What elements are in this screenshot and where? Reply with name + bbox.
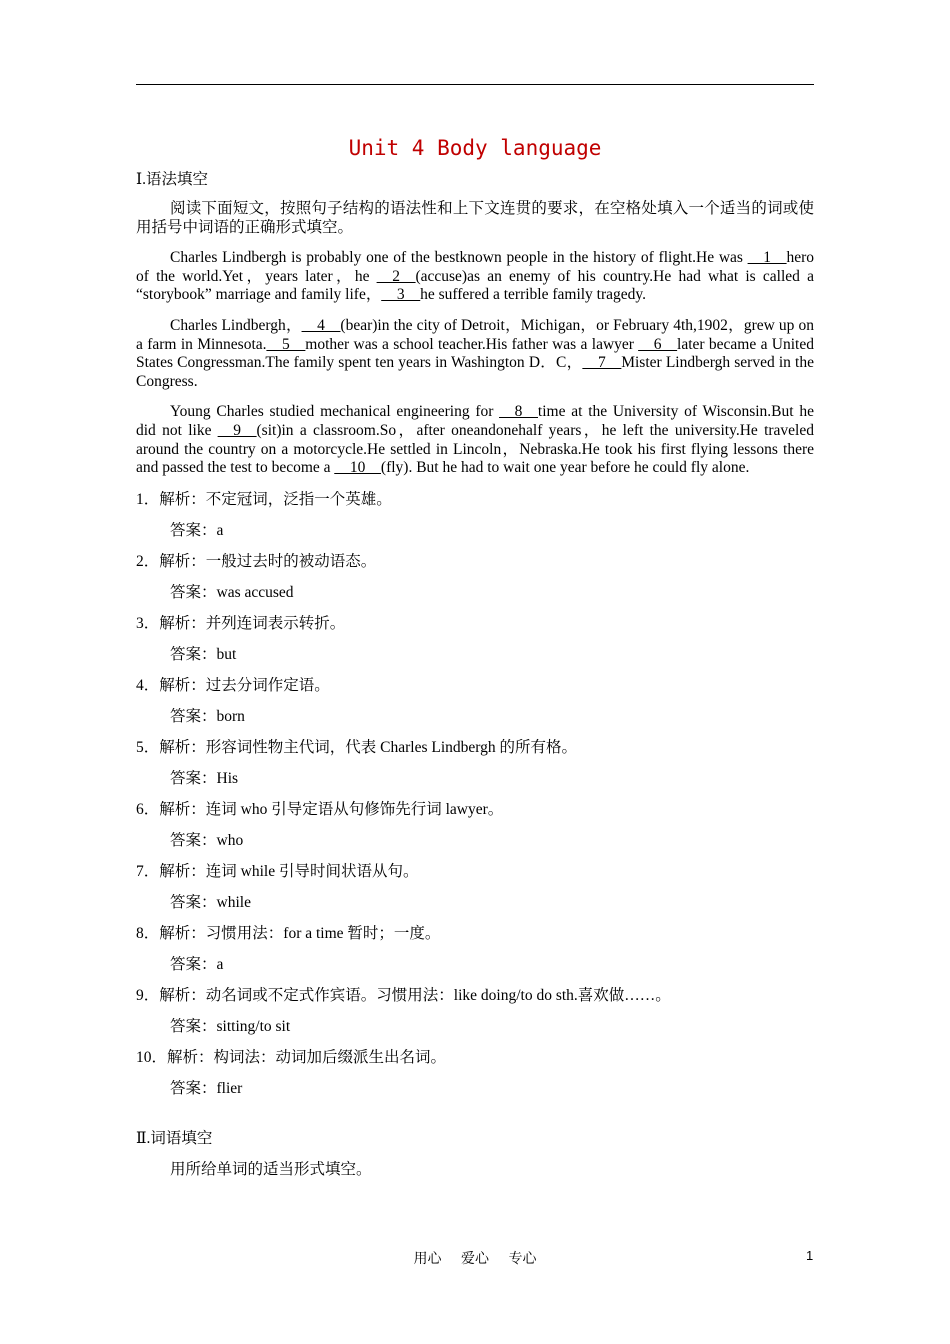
page-number: 1 xyxy=(806,1248,814,1263)
analysis-line-5 xyxy=(136,738,814,758)
analysis-text: 过去分词作定语。 xyxy=(205,676,330,694)
answer-text: was accused xyxy=(216,583,294,601)
answer-label: 答案： xyxy=(170,645,217,663)
text: Young Charles studied mechanical engineering for xyxy=(170,403,500,421)
answer-label: 答案： xyxy=(170,955,217,973)
item-number: 4． xyxy=(136,676,160,694)
analysis-line-2 xyxy=(136,552,814,572)
analysis-text: 连词 while 引导时间状语从句。 xyxy=(205,862,419,880)
answer-label: 答案： xyxy=(170,831,217,849)
answer-line-5 xyxy=(170,769,814,789)
analysis-text: 习惯用法：for a time 暂时；一度。 xyxy=(205,924,441,942)
text: Charles Lindbergh is probably one of the bestknown people in the history of flight.He was xyxy=(170,249,748,267)
text: (fly). But he had to wait one year before he could fly alone. xyxy=(380,459,750,477)
analysis-text: 不定冠词，泛指一个英雄。 xyxy=(205,490,392,508)
analysis-text: 连词 who 引导定语从句修饰先行词 lawyer。 xyxy=(205,800,504,818)
analysis-text: 一般过去时的被动语态。 xyxy=(205,552,377,570)
answer-text: a xyxy=(216,955,224,973)
item-number: 1． xyxy=(136,490,160,508)
answer-line-9 xyxy=(170,1017,814,1037)
answer-line-8 xyxy=(170,955,814,975)
text: later became a United States Congressman.The family spent ten years in Washington D．C， xyxy=(136,335,814,372)
answer-line-6 xyxy=(170,831,814,851)
answer-line-1 xyxy=(170,521,814,541)
blank-7: __7__ xyxy=(582,354,622,372)
analysis-text: 并列连词表示转折。 xyxy=(205,614,346,632)
text: (sit)in a classroom.So，after oneandonehalf years，he left the university.He traveled around the country on a motorcycle.He settled in Lincoln，Nebraska.He took his first flying lessons there and passed the test to become a xyxy=(136,421,814,477)
text: time at the University of Wisconsin.But he did not like xyxy=(136,403,814,439)
document-body xyxy=(136,170,814,1180)
analysis-label: 解析： xyxy=(159,800,206,818)
text: (bear)in the city of Detroit，Michigan，or February 4th,1902，grew up on a farm in Minnesota. xyxy=(136,316,814,353)
blank-6: __6__ xyxy=(638,335,678,353)
answer-line-7 xyxy=(170,893,814,913)
answer-text: while xyxy=(216,893,251,911)
text: Mister Lindbergh served in the Congress. xyxy=(136,354,814,390)
analysis-text: 动名词或不定式作宾语。习惯用法：like doing/to do sth.喜欢做……。 xyxy=(205,986,671,1004)
analysis-line-7 xyxy=(136,862,814,882)
answer-label: 答案： xyxy=(170,769,217,787)
text: he suffered a terrible family tragedy. xyxy=(420,286,647,304)
answer-text: born xyxy=(216,707,245,725)
answer-list xyxy=(136,490,814,1099)
answer-line-10 xyxy=(170,1079,814,1099)
section1-instruction: 阅读下面短文，按照句子结构的语法性和上下文连贯的要求，在空格处填入一个适当的词或使用括号中词语的正确形式填空。 xyxy=(136,200,814,236)
answer-line-4 xyxy=(170,707,814,727)
analysis-line-10 xyxy=(136,1048,814,1068)
analysis-label: 解析： xyxy=(159,614,206,632)
text: mother was a school teacher.His father was a lawyer xyxy=(305,335,639,353)
blank-2: __2__ xyxy=(376,267,416,285)
analysis-label: 解析： xyxy=(159,676,206,694)
analysis-line-8 xyxy=(136,924,814,944)
section1-heading: Ⅰ.语法填空 xyxy=(136,171,208,188)
passage-paragraph-2 xyxy=(136,317,814,391)
footer-item: 爱心 xyxy=(461,1252,489,1267)
answer-text: who xyxy=(216,831,244,849)
analysis-text: 形容词性物主代词，代表 Charles Lindbergh 的所有格。 xyxy=(205,738,578,756)
item-number: 5． xyxy=(136,738,160,756)
passage-paragraph-3 xyxy=(136,403,814,477)
analysis-line-1 xyxy=(136,490,814,510)
answer-line-2 xyxy=(170,583,814,603)
section2-heading: Ⅱ.词语填空 xyxy=(136,1129,213,1147)
text: (accuse)as an enemy of his country.He had what is called a “storybook” marriage and family life， xyxy=(136,267,814,304)
answer-label: 答案： xyxy=(170,893,217,911)
answer-label: 答案： xyxy=(170,1017,217,1035)
answer-line-3 xyxy=(170,645,814,665)
analysis-label: 解析： xyxy=(159,924,206,942)
analysis-text: 构词法：动词加后缀派生出名词。 xyxy=(213,1048,447,1066)
analysis-line-3 xyxy=(136,614,814,634)
answer-label: 答案： xyxy=(170,1079,217,1097)
item-number: 6． xyxy=(136,800,160,818)
blank-10: __10__ xyxy=(334,459,381,477)
item-number: 7． xyxy=(136,862,160,880)
text: Charles Lindbergh， xyxy=(170,316,302,334)
analysis-line-6 xyxy=(136,800,814,820)
analysis-label: 解析： xyxy=(159,552,206,570)
answer-text: but xyxy=(216,645,237,663)
section2-instruction: 用所给单词的适当形式填空。 xyxy=(170,1160,372,1178)
footer-item: 专心 xyxy=(508,1252,537,1267)
text: hero of the world.Yet，years later，he xyxy=(136,249,814,285)
passage-paragraph-1 xyxy=(136,249,814,305)
blank-1: __1__ xyxy=(747,249,787,267)
footer-item: 用心 xyxy=(413,1252,442,1267)
answer-text: a xyxy=(216,521,224,539)
analysis-line-9 xyxy=(136,986,814,1006)
blank-5: __5__ xyxy=(266,335,306,353)
page-title: Unit 4 Body language xyxy=(348,136,602,160)
answer-label: 答案： xyxy=(170,583,217,601)
header-rule xyxy=(136,84,814,85)
item-number: 8． xyxy=(136,924,160,942)
answer-label: 答案： xyxy=(170,521,217,539)
analysis-label: 解析： xyxy=(159,738,206,756)
blank-3: __3__ xyxy=(381,286,421,304)
analysis-label: 解析： xyxy=(159,862,206,880)
analysis-line-4 xyxy=(136,676,814,696)
answer-text: His xyxy=(216,769,239,787)
item-number: 2． xyxy=(136,552,160,570)
analysis-label: 解析： xyxy=(159,986,206,1004)
answer-text: sitting/to sit xyxy=(216,1017,291,1035)
item-number: 3． xyxy=(136,614,160,632)
answer-label: 答案： xyxy=(170,707,217,725)
analysis-label: 解析： xyxy=(167,1048,214,1066)
blank-4: __4__ xyxy=(301,316,341,334)
analysis-label: 解析： xyxy=(159,490,206,508)
answer-text: flier xyxy=(216,1079,243,1097)
item-number: 9． xyxy=(136,986,160,1004)
item-number: 10． xyxy=(136,1048,168,1066)
blank-8: __8__ xyxy=(499,403,538,421)
blank-9: __9__ xyxy=(217,421,257,439)
